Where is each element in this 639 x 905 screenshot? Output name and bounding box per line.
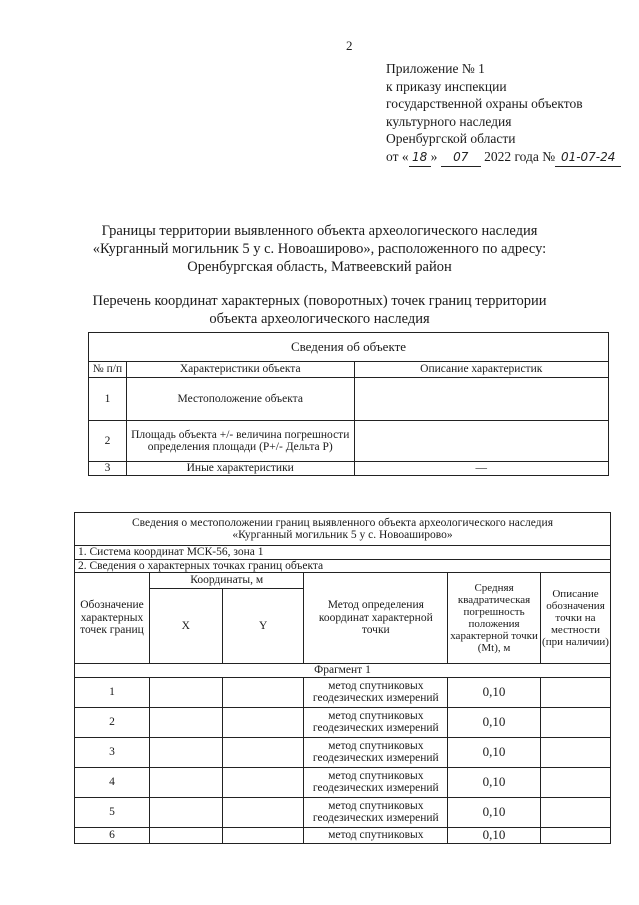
title-line-1: Границы территории выявленного объекта археологического наследия — [101, 223, 538, 239]
point-number: 4 — [75, 767, 150, 797]
point-error: 0,10 — [448, 767, 541, 797]
col-header-point-description: Описание обозначения точки на местности (при наличии) — [541, 573, 611, 664]
appendix-block — [386, 60, 621, 167]
point-x — [149, 677, 222, 707]
row-num: 2 — [89, 421, 127, 462]
title-line-3: Оренбургская область, Матвеевский район — [187, 259, 452, 275]
point-method: метод спутниковых — [304, 827, 448, 843]
col-header-description: Описание характеристик — [354, 362, 608, 378]
col-header-method: Метод определения координат характерной точки — [304, 573, 448, 664]
point-error: 0,10 — [448, 677, 541, 707]
appendix-line-2: к приказу инспекции — [386, 78, 507, 94]
points-info: 2. Сведения о характерных точках границ объекта — [75, 559, 611, 573]
point-x — [149, 797, 222, 827]
col-header-designation: Обозначение характерных точек границ — [75, 573, 150, 664]
point-x — [149, 827, 222, 843]
point-error: 0,10 — [448, 707, 541, 737]
point-y — [222, 737, 304, 767]
coordinates-table — [74, 512, 611, 844]
row-characteristic: Иные характеристики — [126, 462, 354, 476]
col-header-y: Y — [222, 589, 304, 664]
point-description — [541, 797, 611, 827]
subtitle-line-2: объекта археологического наследия — [209, 311, 430, 327]
appendix-line-1: Приложение № 1 — [386, 61, 485, 76]
row-description: — — [354, 462, 608, 476]
point-description — [541, 677, 611, 707]
point-y — [222, 767, 304, 797]
col-header-characteristics: Характеристики объекта — [126, 362, 354, 378]
coord-heading-line-2: «Курганный могильник 5 у с. Новоаширово» — [232, 529, 453, 541]
point-number: 2 — [75, 707, 150, 737]
title-line-2: «Курганный могильник 5 у с. Новоаширово», расположенного по адресу: — [92, 241, 547, 257]
point-number: 3 — [75, 737, 150, 767]
point-error: 0,10 — [448, 737, 541, 767]
point-description — [541, 827, 611, 843]
point-description — [541, 767, 611, 797]
col-header-x: X — [149, 589, 222, 664]
coordinate-system: 1. Система координат МСК-56, зона 1 — [75, 546, 611, 560]
fragment-label: Фрагмент 1 — [75, 664, 611, 678]
coord-heading-line-1: Сведения о местоположении границ выявленного объекта археологического наследия — [132, 516, 553, 529]
object-info-table — [88, 332, 609, 476]
point-method: метод спутниковых геодезических измерений — [304, 797, 448, 827]
row-num: 3 — [89, 462, 127, 476]
row-characteristic: Местоположение объекта — [126, 378, 354, 421]
subtitle-line-1: Перечень координат характерных (поворотных) точек границ территории — [92, 293, 547, 309]
date-mid: » — [430, 148, 438, 164]
order-number: 01-07-24 — [555, 149, 621, 168]
point-y — [222, 797, 304, 827]
appendix-line-3: государственной охраны объектов — [386, 96, 583, 111]
col-header-error: Средняя квадратическая погрешность положения характерной точки (Mt), м — [448, 573, 541, 664]
object-table-heading: Сведения об объекте — [89, 333, 609, 362]
point-x — [149, 737, 222, 767]
point-number: 5 — [75, 797, 150, 827]
appendix-line-5: Оренбургской области — [386, 131, 516, 146]
appendix-line-4: культурного наследия — [386, 113, 512, 129]
row-description — [354, 421, 608, 462]
page-number: 2 — [346, 38, 353, 53]
date-day: 18 — [409, 149, 431, 168]
point-method: метод спутниковых геодезических измерений — [304, 767, 448, 797]
coord-table-heading — [75, 513, 611, 546]
point-error: 0,10 — [448, 827, 541, 843]
point-description — [541, 707, 611, 737]
date-prefix: от « — [386, 148, 409, 164]
point-description — [541, 737, 611, 767]
point-method: метод спутниковых геодезических измерений — [304, 707, 448, 737]
date-month: 07 — [441, 149, 481, 168]
point-x — [149, 767, 222, 797]
row-characteristic: Площадь объекта +/- величина погрешности определения площади (Р+/- Дельта Р) — [126, 421, 354, 462]
col-header-coordinates: Координаты, м — [149, 573, 304, 589]
point-y — [222, 707, 304, 737]
point-method: метод спутниковых геодезических измерений — [304, 677, 448, 707]
point-x — [149, 707, 222, 737]
row-num: 1 — [89, 378, 127, 421]
point-y — [222, 677, 304, 707]
row-description — [354, 378, 608, 421]
col-header-num: № п/п — [89, 362, 127, 378]
appendix-date-line — [386, 148, 621, 168]
point-error: 0,10 — [448, 797, 541, 827]
point-number: 6 — [75, 827, 150, 843]
date-year: 2022 года № — [484, 148, 556, 164]
point-method: метод спутниковых геодезических измерений — [304, 737, 448, 767]
point-y — [222, 827, 304, 843]
document-subtitle — [0, 292, 639, 328]
point-number: 1 — [75, 677, 150, 707]
document-title — [0, 222, 639, 276]
